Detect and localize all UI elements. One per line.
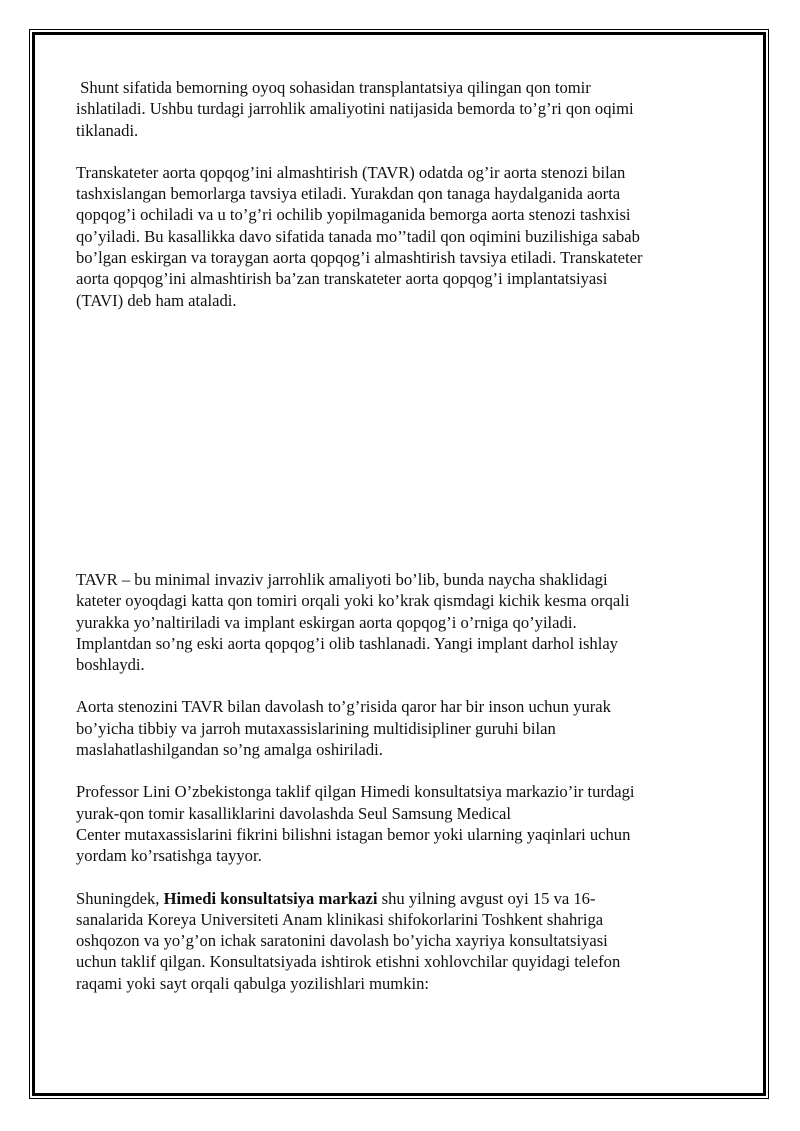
text-line: Aorta stenozini TAVR bilan davolash to’g’risida qaror har bir inson uchun yurak <box>76 697 611 717</box>
text-line: oshqozon va yo’g’on ichak saratonini davolash bo’yicha xayriya konsultatsiyasi <box>76 931 608 951</box>
paragraph-shunt <box>76 77 736 141</box>
text-line: bo’yicha tibbiy va jarroh mutaxassislarining multidisipliner guruhi bilan <box>76 718 556 738</box>
text-line: yordam ko’rsatishga tayyor. <box>76 846 262 866</box>
text-line: Center mutaxassislarini fikrini bilishni istagan bemor yoki ularning yaqinlari uchun <box>76 824 631 844</box>
text-line: ishlatiladi. Ushbu turdagi jarrohlik amaliyotini natijasida bemorda to’g’ri qon oqimi <box>76 99 634 119</box>
text-line: boshlaydi. <box>76 655 145 675</box>
text-line: sanalarida Koreya Universiteti Anam klinikasi shifokorlarini Toshkent shahriga <box>76 909 604 929</box>
text-line: bo’lgan eskirgan va toraygan aorta qopqog’i almashtirish tavsiya etiladi. Transkateter <box>76 248 643 268</box>
text-line: tiklanadi. <box>76 120 139 140</box>
paragraph-decision <box>76 696 736 760</box>
text-line: qopqog’i ochiladi va u to’g’ri ochilib yopilmaganida bemorga aorta stenozi tashxisi <box>76 205 631 225</box>
document-body <box>76 77 736 994</box>
text-line: maslahatlashilgandan so’ng amalga oshiriladi. <box>76 740 383 760</box>
text-run: shu yilning avgust oyi 15 va 16- <box>377 888 596 908</box>
text-line: yurak-qon tomir kasalliklarini davolashda Seul Samsung Medical <box>76 803 512 823</box>
text-line: Professor Lini O’zbekistonga taklif qilgan Himedi konsultatsiya markazio’ir turdagi <box>76 782 635 802</box>
text-line: TAVR – bu minimal invaziv jarrohlik amaliyoti bo’lib, bunda naycha shaklidagi <box>76 569 608 589</box>
paragraph-consultation <box>76 888 736 994</box>
text-line: Shunt sifatida bemorning oyoq sohasidan transplantatsiya qilingan qon tomir <box>76 78 591 97</box>
text-line: tashxislangan bemorlarga tavsiya etiladi. Yurakdan qon tanaga haydalganida aorta <box>76 184 621 204</box>
text-line: yurakka yo’naltiriladi va implant eskirgan aorta qopqog’i o’rniga qo’yiladi. <box>76 612 577 632</box>
text-line: qo’yiladi. Bu kasallikka davo sifatida tanada mo’’tadil qon oqimini buzilishiga sabab <box>76 226 640 246</box>
text-line: uchun taklif qilgan. Konsultatsiyada ishtirok etishni xohlovchilar quyidagi telefon <box>76 952 621 972</box>
paragraph-tavr-procedure <box>76 569 736 675</box>
paragraph-tavr-intro <box>76 162 736 311</box>
text-line: raqami yoki sayt orqali qabulga yozilishlari mumkin: <box>76 973 430 993</box>
text-line: (TAVI) deb ham ataladi. <box>76 290 237 310</box>
text-line: aorta qopqog’ini almashtirish ba’zan transkateter aorta qopqog’i implantatsiyasi <box>76 269 608 289</box>
center-name-bold: Himedi konsultatsiya markazi <box>163 888 378 908</box>
blank-image-area <box>76 311 736 569</box>
paragraph-professor <box>76 781 736 866</box>
text-run: Shuningdek, <box>76 888 164 908</box>
text-line <box>76 888 736 909</box>
text-line: Implantdan so’ng eski aorta qopqog’i olib tashlanadi. Yangi implant darhol ishlay <box>76 633 618 653</box>
text-line: kateter oyoqdagi katta qon tomiri orqali yoki ko’krak qismdagi kichik kesma orqali <box>76 591 630 611</box>
text-line: Transkateter aorta qopqog’ini almashtirish (TAVR) odatda og’ir aorta stenozi bilan <box>76 162 626 182</box>
